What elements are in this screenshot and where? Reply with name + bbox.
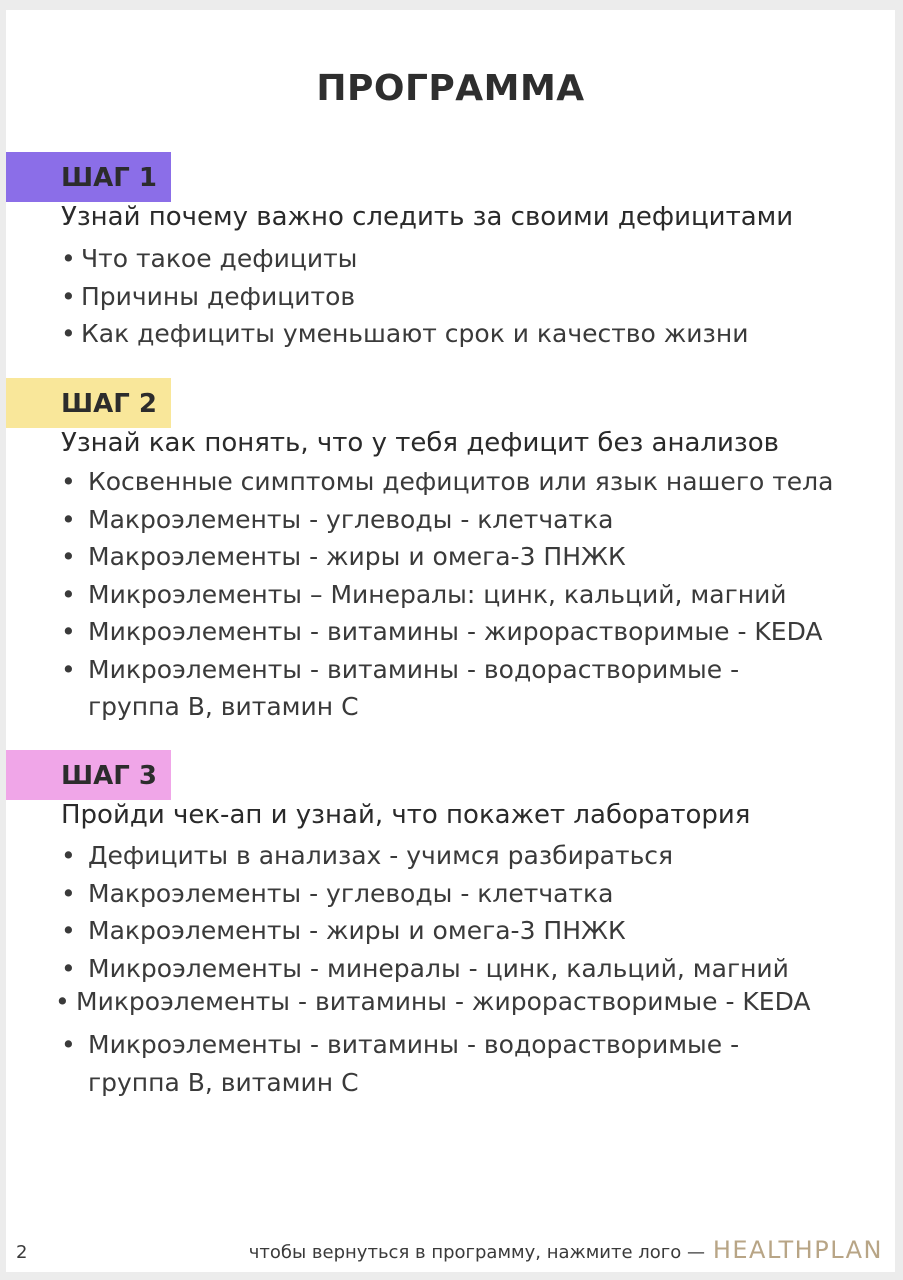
step-1-heading: Узнай почему важно следить за своими дефицитами bbox=[61, 202, 794, 232]
step-3-heading: Пройди чек-ап и узнай, что покажет лаборатория bbox=[61, 800, 751, 830]
list-item: • Косвенные симптомы дефицитов или язык нашего тела bbox=[61, 463, 881, 501]
list-item: • Микроэлементы – Минералы: цинк, кальций, магний bbox=[61, 576, 881, 614]
page-title: ПРОГРАММА bbox=[316, 68, 585, 109]
healthplan-logo-link[interactable]: HEALTHPLAN bbox=[712, 1236, 883, 1264]
list-item: • Микроэлементы - витамины - жирорастворимые - KEDA bbox=[55, 987, 881, 1016]
list-item: • Микроэлементы - витамины - жирорастворимые - KEDA bbox=[61, 613, 881, 651]
list-item: • Микроэлементы - минералы - цинк, кальций, магний bbox=[61, 950, 881, 988]
page-number: 2 bbox=[16, 1242, 28, 1263]
footer-hint: чтобы вернуться в программу, нажмите лого — bbox=[248, 1242, 705, 1263]
list-item: • Макроэлементы - жиры и омега-3 ПНЖК bbox=[61, 912, 881, 950]
document-page bbox=[6, 10, 895, 1272]
step-3-list bbox=[61, 837, 881, 1101]
list-item: • Микроэлементы - витамины - водорастворимые - bbox=[61, 651, 881, 689]
list-item: • Микроэлементы - витамины - водорастворимые - bbox=[61, 1026, 881, 1064]
step-2-heading: Узнай как понять, что у тебя дефицит без анализов bbox=[61, 428, 779, 458]
list-item: • Макроэлементы - жиры и омега-3 ПНЖК bbox=[61, 538, 881, 576]
list-item: • Макроэлементы - углеводы - клетчатка bbox=[61, 501, 881, 539]
step-1-tag: ШАГ 1 bbox=[6, 152, 171, 202]
list-item: • Причины дефицитов bbox=[61, 278, 881, 316]
list-item: • Что такое дефициты bbox=[61, 240, 881, 278]
list-item: • Как дефициты уменьшают срок и качество жизни bbox=[61, 315, 881, 353]
step-2-tag: ШАГ 2 bbox=[6, 378, 171, 428]
step-2-list bbox=[61, 463, 881, 726]
list-item: • Макроэлементы - углеводы - клетчатка bbox=[61, 875, 881, 913]
step-3-tag: ШАГ 3 bbox=[6, 750, 171, 800]
list-item-continuation: группа В, витамин С bbox=[88, 1067, 359, 1097]
step-1-list bbox=[61, 240, 881, 353]
list-item: • Дефициты в анализах - учимся разбираться bbox=[61, 837, 881, 875]
list-item-continuation: группа В, витамин С bbox=[88, 692, 359, 721]
